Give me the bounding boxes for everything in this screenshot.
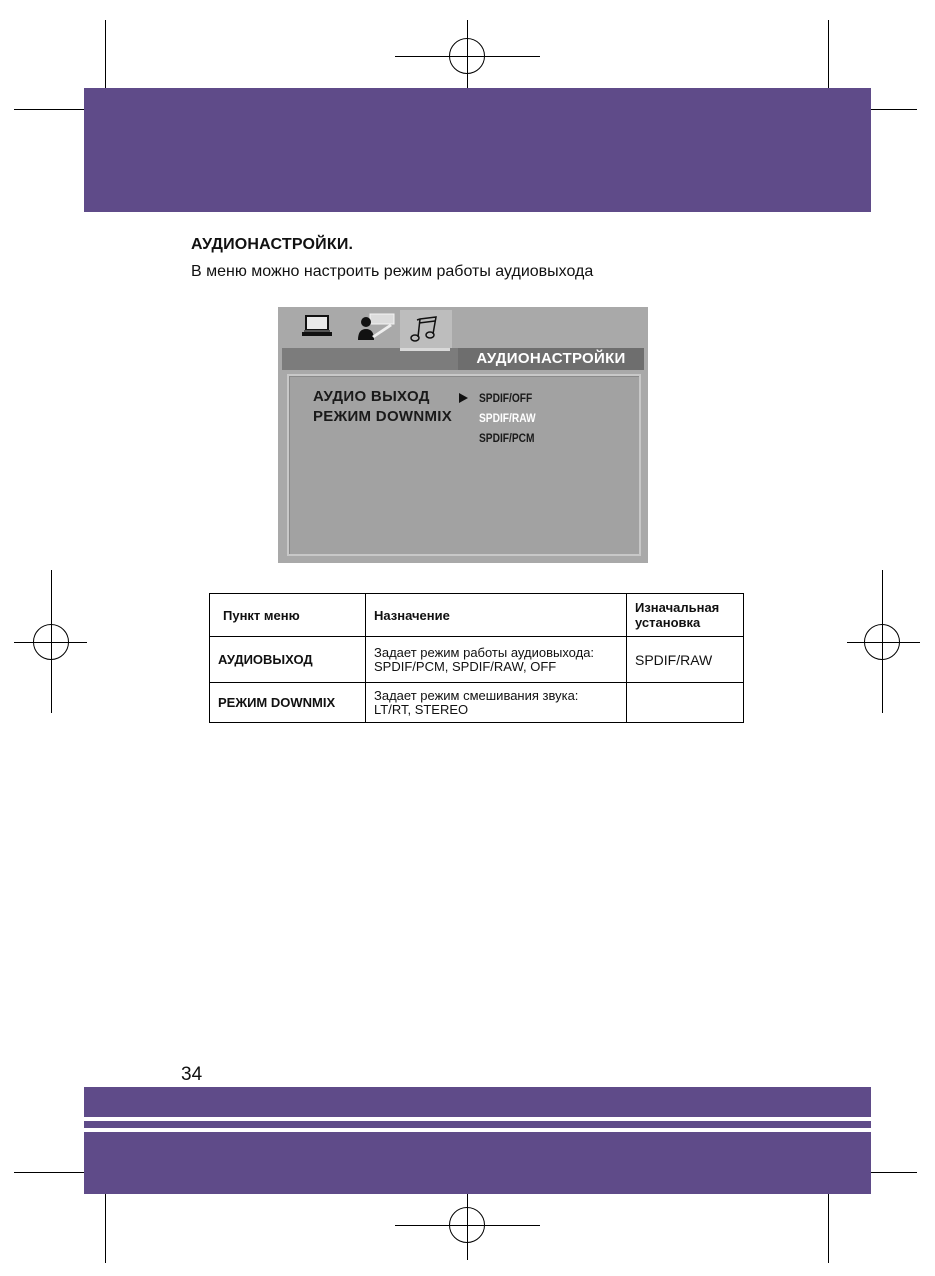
header-purpose: Назначение (366, 594, 627, 637)
tab-general[interactable] (300, 310, 334, 348)
row-default (627, 683, 744, 723)
page-number: 34 (181, 1064, 203, 1085)
monitor-icon (300, 310, 334, 340)
osd-header-bar (282, 348, 644, 370)
footer-band-top (84, 1087, 871, 1117)
row-purpose (366, 683, 627, 723)
osd-tab-bar (278, 307, 648, 348)
osd-option-spdif-off[interactable]: SPDIF/OFF (479, 391, 533, 405)
tab-audio[interactable] (400, 310, 452, 348)
osd-item-audio-out[interactable]: АУДИО ВЫХОД (313, 388, 430, 405)
osd-option-spdif-pcm[interactable]: SPDIF/PCM (479, 431, 535, 445)
settings-table (209, 593, 744, 723)
section-title: АУДИОНАСТРОЙКИ. (191, 236, 354, 253)
active-tab-underline (400, 348, 450, 351)
row-purpose (366, 637, 627, 683)
table-row (210, 683, 744, 723)
table-header-row (210, 594, 744, 637)
section-intro: В меню можно настроить режим работы аудиовыхода (191, 263, 594, 280)
osd-screen (278, 307, 648, 563)
osd-option-spdif-raw[interactable]: SPDIF/RAW (479, 411, 536, 425)
row-item: АУДИОВЫХОД (210, 637, 366, 683)
footer-band-bottom (84, 1132, 871, 1194)
osd-item-downmix[interactable]: РЕЖИМ DOWNMIX (313, 408, 453, 425)
osd-header-label: АУДИОНАСТРОЙКИ (458, 348, 644, 370)
row-purpose-line2: LT/RT, STEREO (374, 701, 469, 717)
tab-speaker[interactable] (356, 310, 400, 348)
row-item: РЕЖИМ DOWNMIX (210, 683, 366, 723)
row-default: SPDIF/RAW (627, 637, 744, 683)
person-speaker-icon (356, 310, 400, 342)
row-purpose-line1: Задает режим работы аудиовыхода: (374, 644, 595, 660)
header-band (84, 88, 871, 212)
row-purpose-line2: SPDIF/PCM, SPDIF/RAW, OFF (374, 658, 557, 674)
osd-selection-arrow-icon (459, 393, 468, 403)
table-row (210, 637, 744, 683)
osd-menu-panel (287, 374, 641, 556)
footer-band-thin (84, 1121, 871, 1128)
header-menu-item: Пункт меню (210, 594, 366, 637)
row-purpose-line1: Задает режим смешивания звука: (374, 687, 579, 703)
header-default: Изначальная установка (627, 594, 744, 637)
music-notes-icon (400, 310, 452, 346)
